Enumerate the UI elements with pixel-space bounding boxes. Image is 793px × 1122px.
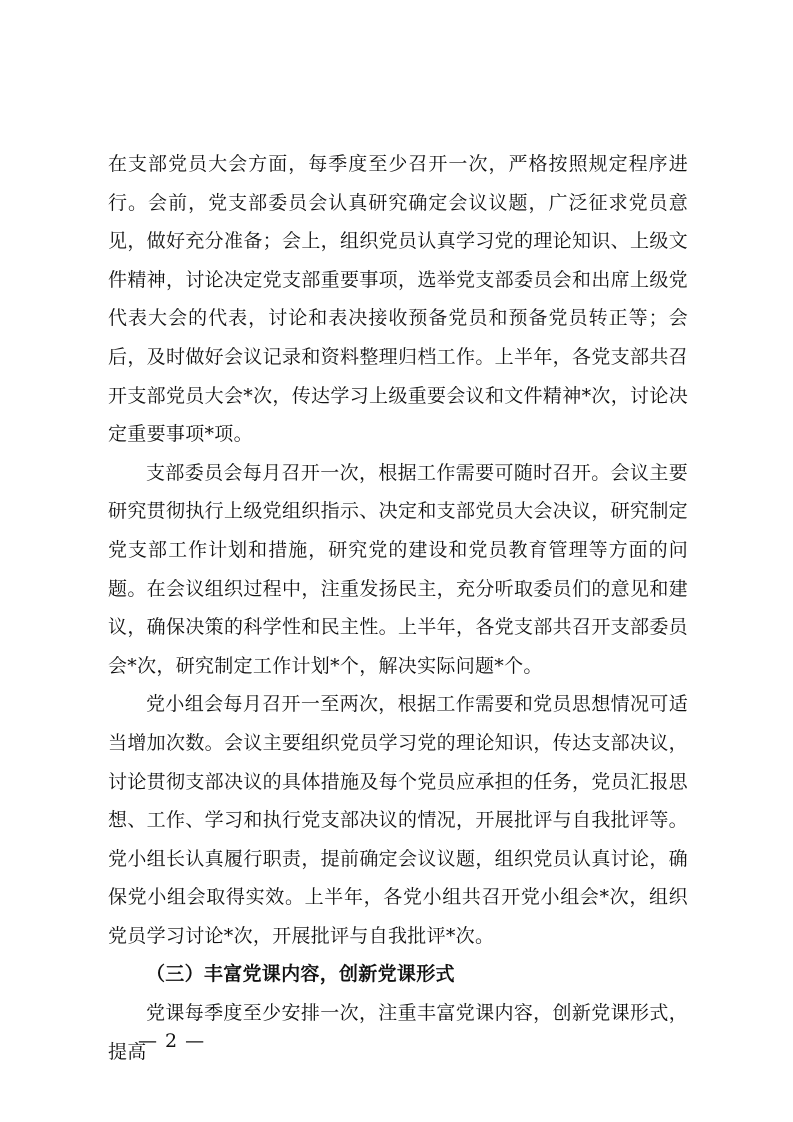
document-body xyxy=(108,145,688,1071)
paragraph-party-lecture: 党课每季度至少安排一次，注重丰富党课内容，创新党课形式，提高 xyxy=(108,1002,688,1063)
section-heading: （三）丰富党课内容，创新党课形式 xyxy=(146,963,455,986)
paragraph-branch-committee: 支部委员会每月召开一次，根据工作需要可随时召开。会议主要研究贯彻执行上级党组织指示、决定和支部党员大会决议，研究制定党支部工作计划和措施，研究党的建设和党员教育管理等方面的问题。在会议组织过程中，注重发扬民主，充分听取委员们的意见和建议，确保决策的科学性和民主性。上半年，各党支部共召开支部委员会*次，研究制定工作计划*个，解决实际问题*个。 xyxy=(108,461,688,677)
paragraph-party-member-meeting: 在支部党员大会方面，每季度至少召开一次，严格按照规定程序进行。会前，党支部委员会认真研究确定会议议题，广泛征求党员意见，做好充分准备；会上，组织党员认真学习党的理论知识、上级文件精神，讨论决定党支部重要事项，选举党支部委员会和出席上级党代表大会的代表，讨论和表决接收预备党员和预备党员转正等；会后，及时做好会议记录和资料整理归档工作。上半年，各党支部共召开支部党员大会*次，传达学习上级重要会议和文件精神*次，讨论决定重要事项*项。 xyxy=(108,153,688,446)
paragraph-party-group-meeting: 党小组会每月召开一至两次，根据工作需要和党员思想情况可适当增加次数。会议主要组织党员学习党的理论知识，传达支部决议，讨论贯彻支部决议的具体措施及每个党员应承担的任务，党员汇报思想、工作、学习和执行党支部决议的情况，开展批评与自我批评等。党小组长认真履行职责，提前确定会议议题，组织党员认真讨论，确保党小组会取得实效。上半年，各党小组共召开党小组会*次，组织党员学习讨论*次，开展批评与自我批评*次。 xyxy=(108,693,688,947)
page-number: — 2 — xyxy=(138,1030,206,1052)
